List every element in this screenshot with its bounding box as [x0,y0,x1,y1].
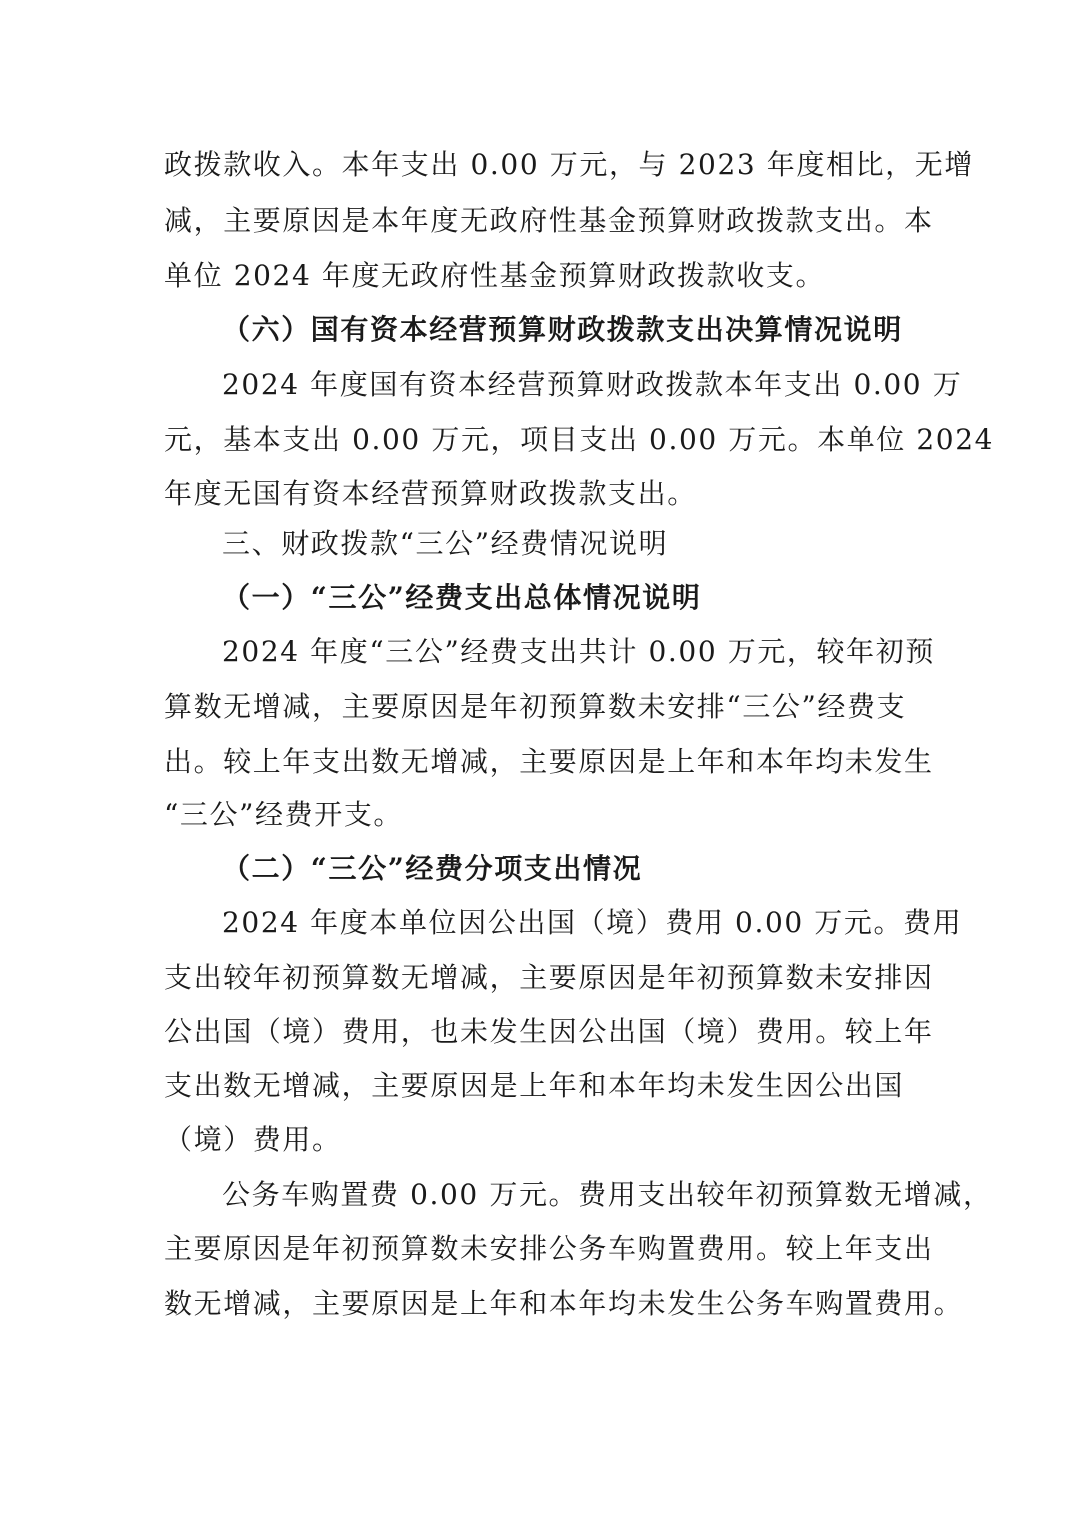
paragraph-line: 出。较上年支出数无增减，主要原因是上年和本年均未发生 [164,745,934,778]
paragraph-line: 元，基本支出 0.00 万元，项目支出 0.00 万元。本单位 2024 [164,423,995,456]
paragraph-line: 公务车购置费 0.00 万元。费用支出较年初预算数无增减， [222,1178,993,1211]
paragraph-line: 公出国（境）费用，也未发生因公出国（境）费用。较上年 [164,1015,934,1048]
paragraph-line: 2024 年度“三公”经费支出共计 0.00 万元，较年初预 [222,635,935,668]
section-heading-1: （一）“三公”经费支出总体情况说明 [222,581,702,614]
paragraph-line: 政拨款收入。本年支出 0.00 万元，与 2023 年度相比，无增 [164,148,975,181]
paragraph-line: 支出数无增减，主要原因是上年和本年均未发生因公出国 [164,1069,905,1102]
section-heading-6: （六）国有资本经营预算财政拨款支出决算情况说明 [222,313,903,346]
paragraph-line: 算数无增减，主要原因是年初预算数未安排“三公”经费支 [164,690,907,723]
paragraph-line: 减，主要原因是本年度无政府性基金预算财政拨款支出。本 [164,204,934,237]
chapter-heading-3: 三、财政拨款“三公”经费情况说明 [222,527,669,560]
paragraph-line: “三公”经费开支。 [164,798,404,831]
paragraph-line: 主要原因是年初预算数未安排公务车购置费用。较上年支出 [164,1232,934,1265]
paragraph-line: 2024 年度本单位因公出国（境）费用 0.00 万元。费用 [222,906,963,939]
paragraph-line: 数无增减，主要原因是上年和本年均未发生公务车购置费用。 [164,1287,964,1320]
paragraph-line: 支出较年初预算数无增减，主要原因是年初预算数未安排因 [164,961,934,994]
paragraph-line: （境）费用。 [164,1123,342,1156]
paragraph-line: 年度无国有资本经营预算财政拨款支出。 [164,477,697,510]
paragraph-line: 单位 2024 年度无政府性基金预算财政拨款收支。 [164,259,826,292]
paragraph-line: 2024 年度国有资本经营预算财政拨款本年支出 0.00 万 [222,368,963,401]
section-heading-2: （二）“三公”经费分项支出情况 [222,852,643,885]
